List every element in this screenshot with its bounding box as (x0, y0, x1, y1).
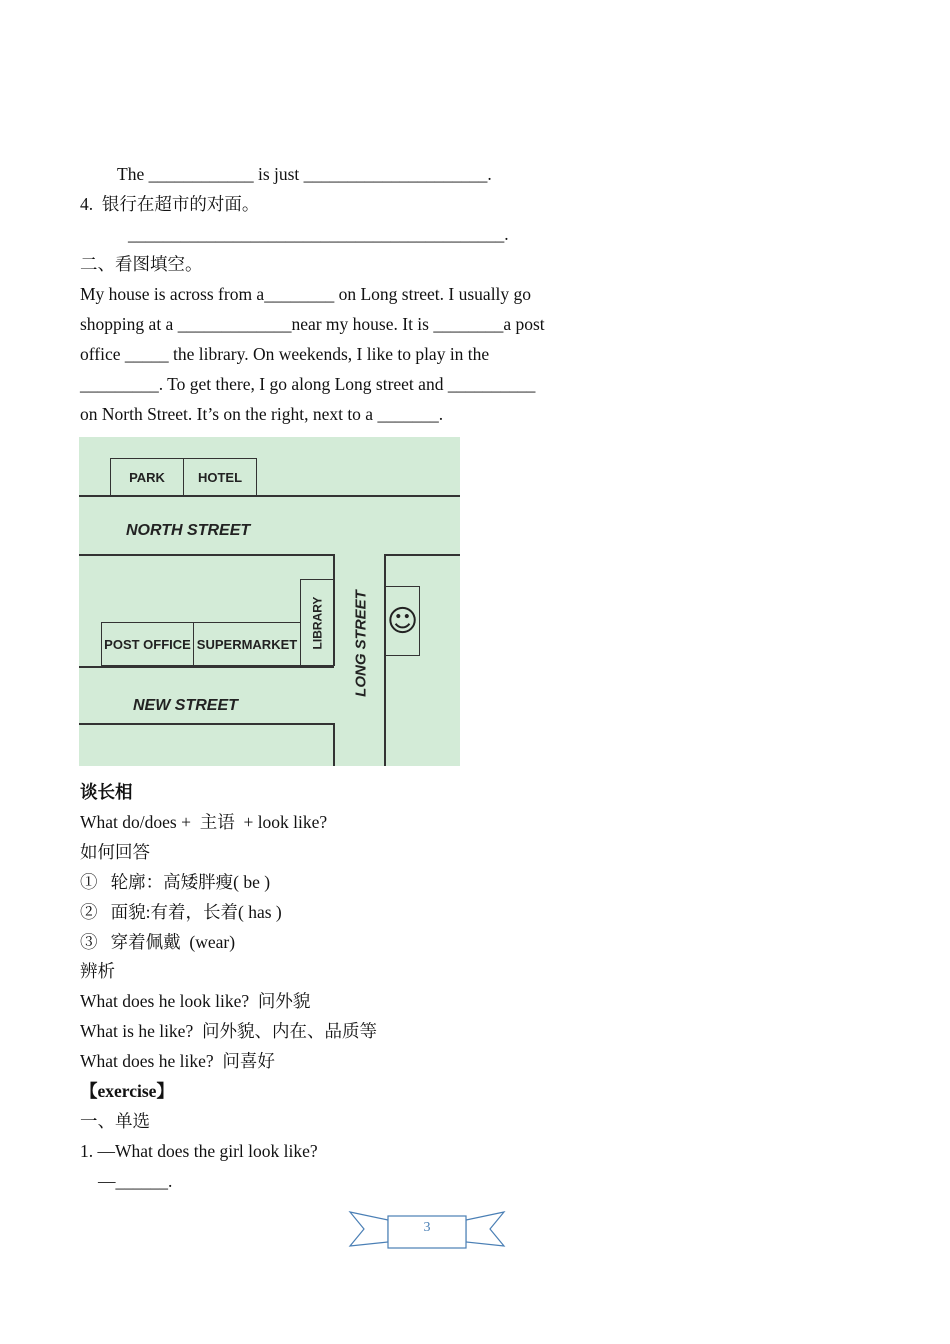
text-line: on North Street. It’s on the right, next to a _______. (80, 404, 444, 424)
map-library-label: LIBRARY (310, 596, 325, 649)
text-line: 辨析 (80, 961, 115, 981)
question-line: 1. —What does the girl look like? (80, 1141, 318, 1161)
street-map (79, 437, 460, 766)
text-line: ① 轮廓：高矮胖瘦( be ) (80, 872, 271, 892)
map-supermarket: SUPERMARKET (193, 622, 301, 666)
smiley-icon: ☺ (386, 603, 419, 639)
text-line: office _____ the library. On weekends, I like to play in the (80, 344, 490, 364)
text-line: 一、单选 (80, 1111, 150, 1131)
text-line: The ____________ is just _____________________. (117, 164, 492, 184)
map-hotel: HOTEL (183, 458, 257, 496)
text-line: ___________________________________________. (128, 224, 509, 244)
map-post-office: POST OFFICE (101, 622, 194, 666)
map-new-street-label: NEW STREET (133, 697, 238, 714)
page-footer (348, 1208, 506, 1250)
section-heading: 谈长相 (80, 782, 133, 802)
map-north-street-label: NORTH STREET (126, 522, 251, 539)
text-line: What do/does + 主语 + look like? (80, 812, 328, 832)
text-line: _________. To get there, I go along Long street and __________ (80, 374, 536, 394)
text-line: ③ 穿着佩戴 (wear) (80, 932, 236, 952)
section-heading: 二、看图填空。 (80, 254, 203, 274)
section-heading: 【exercise】 (80, 1081, 174, 1101)
page-number: 3 (423, 1220, 431, 1235)
text-line: ② 面貌:有着，长着( has ) (80, 902, 282, 922)
text-line: My house is across from a________ on Long street. I usually go (80, 284, 532, 304)
map-house-box (385, 586, 420, 656)
text-line: 如何回答 (80, 842, 150, 862)
map-long-street-label: LONG STREET (352, 590, 370, 697)
text-line: What is he like? 问外貌、内在、品质等 (80, 1021, 377, 1041)
text-line: 4. 银行在超市的对面。 (80, 194, 260, 214)
answer-line: —______. (98, 1171, 173, 1191)
map-park: PARK (110, 458, 184, 496)
text-line: shopping at a _____________near my house. It is ________a post (80, 314, 545, 334)
text-line: What does he like? 问喜好 (80, 1051, 275, 1071)
map-library (300, 579, 334, 666)
text-line: What does he look like? 问外貌 (80, 991, 311, 1011)
